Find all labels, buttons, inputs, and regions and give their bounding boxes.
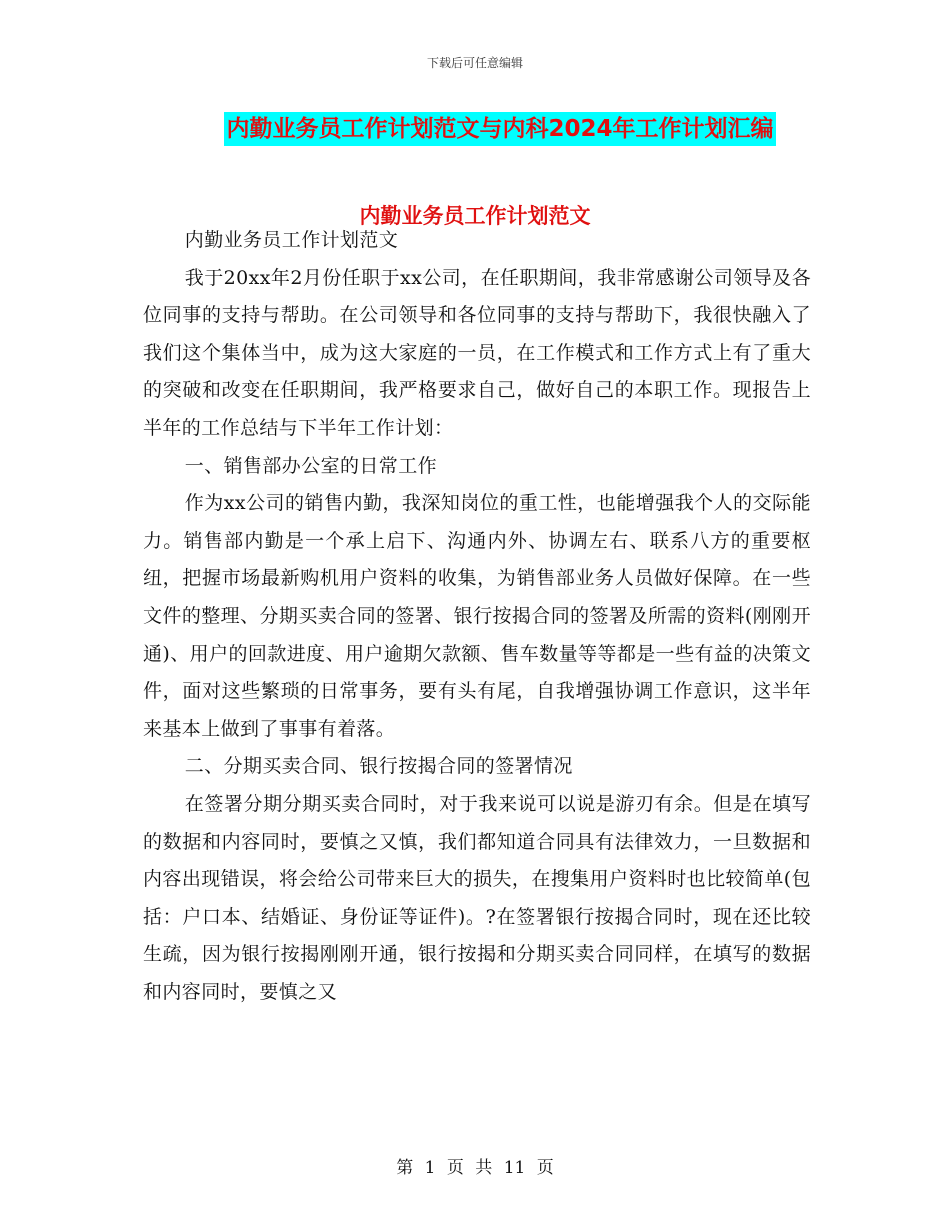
document-body xyxy=(143,222,811,1011)
paragraph-intro: 我于20xx年2月份任职于xx公司，在任职期间，我非常感谢公司领导及各位同事的支持与帮助。在公司领导和各位同事的支持与帮助下，我很快融入了我们这个集体当中，成为这大家庭的一员，在工作模式和工作方式上有了重大的突破和改变在任职期间，我严格要求自己，做好自己的本职工作。现报告上半年的工作总结与下半年工作计划： xyxy=(143,266,811,439)
paragraph-contracts: 在签署分期分期买卖合同时，对于我来说可以说是游刃有余。但是在填写的数据和内容同时，要慎之又慎，我们都知道合同具有法律效力，一旦数据和内容出现错误，将会给公司带来巨大的损失，在搜集用户资料时也比较简单(包括：户口本、结婚证、身份证等证件)。?在签署银行按揭合同时，现在还比较生疏，因为银行按揭刚刚开通，银行按揭和分期买卖合同同样，在填写的数据和内容同时，要慎之又 xyxy=(143,792,811,1003)
section-title: 内勤业务员工作计划范文 xyxy=(359,204,591,228)
paragraph-office-work: 作为xx公司的销售内勤，我深知岗位的重工性，也能增强我个人的交际能力。销售部内勤是一个承上启下、沟通内外、协调左右、联系八方的重要枢纽，把握市场最新购机用户资料的收集，为销售部业务人员做好保障。在一些文件的整理、分期买卖合同的签署、银行按揭合同的签署及所需的资料(刚刚开通)、用户的回款进度、用户逾期欠款额、售车数量等等都是一些有益的决策文件，面对这些繁琐的日常事务，要有头有尾，自我增强协调工作意识，这半年来基本上做到了事事有着落。 xyxy=(143,492,811,740)
header-note: 下载后可任意编辑 xyxy=(426,56,523,70)
main-title: 内勤业务员工作计划范文与内科2024年工作计划汇编 xyxy=(224,112,775,146)
page-number-footer: 第 1 页 共 11 页 xyxy=(396,1158,554,1178)
paragraph-heading-2: 二、分期买卖合同、银行按揭合同的签署情况 xyxy=(184,755,573,778)
paragraph-subtitle: 内勤业务员工作计划范文 xyxy=(184,229,399,251)
paragraph-heading-1: 一、销售部办公室的日常工作 xyxy=(184,454,437,477)
main-title-container xyxy=(0,112,950,146)
